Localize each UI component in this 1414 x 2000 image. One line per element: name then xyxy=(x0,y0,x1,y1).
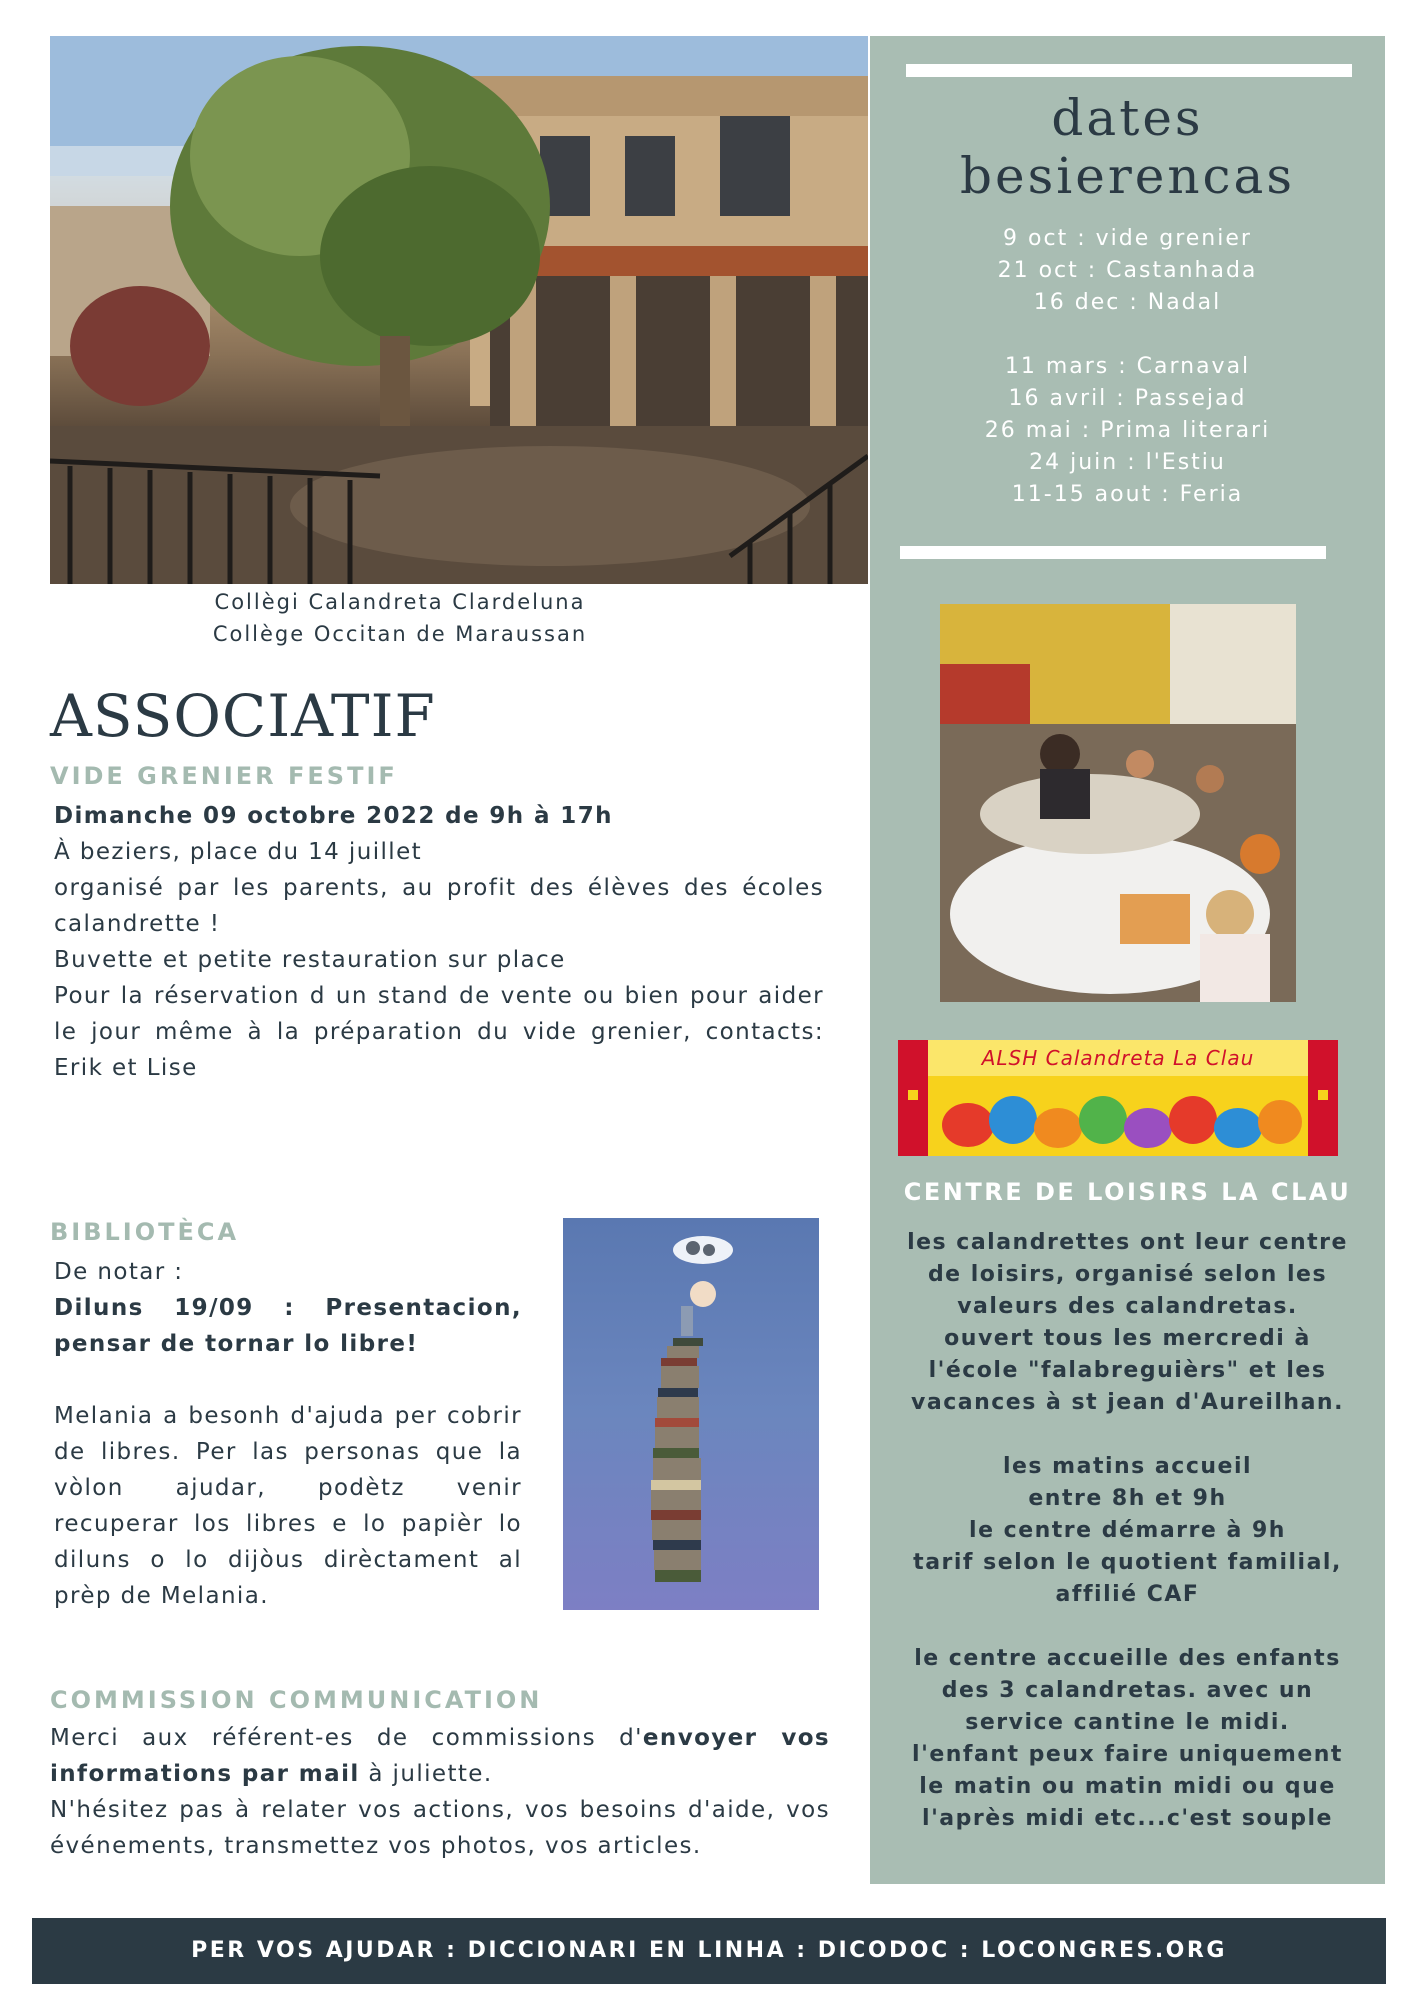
centre-line: ouvert tous les mercredi à xyxy=(944,1326,1311,1351)
dates-title-line2: besierencas xyxy=(959,147,1295,205)
date-item: 9 oct : vide grenier xyxy=(1003,226,1252,251)
date-item: 11-15 aout : Feria xyxy=(1011,482,1244,507)
vide-grenier-line: À beziers, place du 14 juillet xyxy=(54,839,423,865)
centre-title: CENTRE DE LOISIRS LA CLAU xyxy=(903,1178,1352,1206)
commission-part3: à juliette. xyxy=(359,1761,493,1787)
date-item: 24 juin : l'Estiu xyxy=(1029,450,1226,475)
centre-line: tarif selon le quotient familial, xyxy=(913,1550,1342,1575)
commission-line2: N'hésitez pas à relater vos actions, vos besoins d'aide, vos événements, transmettez vos photos, vos articles. xyxy=(50,1797,830,1859)
date-item: 16 avril : Passejad xyxy=(1008,386,1247,411)
biblioteca-title: BIBLIOTÈCA xyxy=(50,1218,240,1246)
centre-line: l'après midi etc...c'est souple xyxy=(922,1806,1333,1831)
school-photo xyxy=(50,36,868,584)
footer-text: PER VOS AJUDAR : DICCIONARI EN LINHA : DICODOC : LOCONGRES.ORG xyxy=(191,1938,1227,1963)
dates-title-line1: dates xyxy=(1051,89,1204,147)
biblioteca-intro: De notar : xyxy=(54,1259,184,1285)
page-title: ASSOCIATIF xyxy=(50,682,436,750)
centre-line: le matin ou matin midi ou que xyxy=(919,1774,1336,1799)
book-stack-illustration xyxy=(563,1218,819,1610)
centre-line: des 3 calandretas. avec un xyxy=(941,1678,1314,1703)
vide-grenier-text xyxy=(54,798,824,1086)
centre-line: vacances à st jean d'Aureilhan. xyxy=(911,1390,1344,1415)
commission-part1: Merci aux référent-es de commissions d' xyxy=(50,1725,643,1751)
biblioteca-text xyxy=(54,1254,522,1614)
date-item: 21 oct : Castanhada xyxy=(997,258,1258,283)
centre-line: les matins accueil xyxy=(1002,1454,1253,1479)
footer-bar xyxy=(32,1918,1386,1984)
centre-line: les calandrettes ont leur centre xyxy=(907,1230,1348,1255)
vide-grenier-title: VIDE GRENIER FESTIF xyxy=(50,762,398,790)
date-item: 26 mai : Prima literari xyxy=(984,418,1271,443)
alsh-banner xyxy=(898,1040,1338,1156)
centre-line: l'enfant peux faire uniquement xyxy=(912,1742,1343,1767)
centre-line: le centre démarre à 9h xyxy=(969,1518,1286,1543)
vide-grenier-line: Pour la réservation d un stand de vente ou bien pour aider le jour même à la préparation du vide grenier, contacts: Erik et Lise xyxy=(54,983,824,1081)
commission-title: COMMISSION COMMUNICATION xyxy=(50,1686,543,1714)
commission-part2: envoyer vos informations par mail xyxy=(50,1725,831,1787)
biblioteca-body: Melania a besonh d'ajuda per cobrir de libres. Per las personas que la vòlon ajudar, podètz venir recuperar los libres e lo papièr lo diluns o lo dijòus dirèctament al prèp de Melania. xyxy=(54,1403,522,1609)
photo-caption-line1: Collègi Calandreta Clardeluna xyxy=(214,590,586,614)
date-item: 16 dec : Nadal xyxy=(1033,290,1222,315)
centre-line: l'école "falabreguièrs" et les xyxy=(928,1358,1327,1383)
vide-grenier-line: Buvette et petite restauration sur place xyxy=(54,947,566,973)
vide-grenier-date: Dimanche 09 octobre 2022 de 9h à 17h xyxy=(54,803,613,829)
alsh-banner-title: ALSH Calandreta La Clau xyxy=(981,1046,1255,1070)
kids-activity-photo xyxy=(940,604,1296,1002)
centre-line: valeurs des calandretas. xyxy=(957,1294,1298,1319)
photo-caption-line2: Collège Occitan de Maraussan xyxy=(212,622,588,646)
divider-top xyxy=(906,64,1352,77)
divider-bottom xyxy=(900,546,1326,559)
commission-line1 xyxy=(50,1720,830,1792)
commission-text xyxy=(50,1720,830,1864)
vide-grenier-line: organisé par les parents, au profit des élèves des écoles calandrette ! xyxy=(54,875,824,937)
biblioteca-highlight: Diluns 19/09 : Presentacion, pensar de tornar lo libre! xyxy=(54,1295,522,1357)
centre-line: entre 8h et 9h xyxy=(1028,1486,1227,1511)
date-item: 11 mars : Carnaval xyxy=(1004,354,1251,379)
centre-line: affilié CAF xyxy=(1055,1582,1200,1607)
centre-line: service cantine le midi. xyxy=(965,1710,1290,1735)
centre-line: le centre accueille des enfants xyxy=(914,1646,1341,1671)
centre-line: de loisirs, organisé selon les xyxy=(927,1262,1328,1287)
